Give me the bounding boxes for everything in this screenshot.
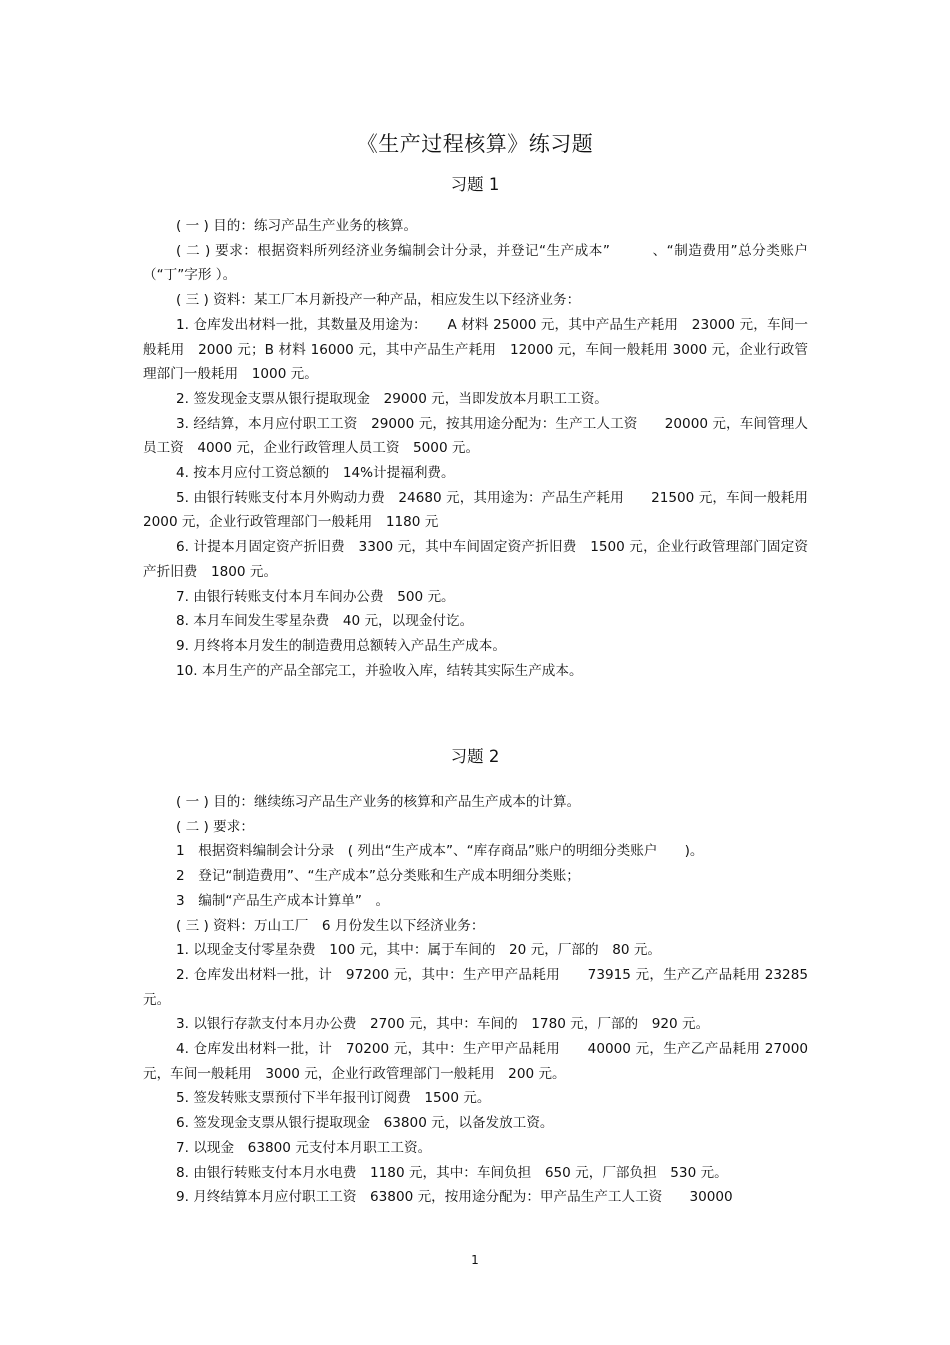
- exercise-1-purpose: ( 一 ) 目的：练习产品生产业务的核算。: [176, 218, 418, 234]
- exercise-2-heading: 习题 2: [450, 747, 500, 766]
- exercise-2-materials: ( 三 ) 资料：万山工厂 6 月份发生以下经济业务：: [176, 917, 485, 934]
- exercise-1-heading: 习题 1: [450, 175, 500, 194]
- page-number: 1: [471, 1253, 479, 1267]
- exercise-2-item-8: 8. 由银行转账支付本月水电费 1180 元，其中：车间负担 650 元，厂部负担 530 元。: [176, 1164, 728, 1181]
- exercise-1-item-10: 10. 本月生产的产品全部完工，并验收入库，结转其实际生产成本。: [176, 662, 583, 679]
- exercise-1-item-9: 9. 月终将本月发生的制造费用总额转入产品生产成本。: [176, 637, 506, 654]
- exercise-1-item-7: 7. 由银行转账支付本月车间办公费 500 元。: [176, 588, 455, 605]
- exercise-2-item-4: 4. 仓库发出材料一批，计 70200 元，其中：生产甲产品耗用 40000 元，生产乙产品耗用 27000 元，车间一般耗用 3000 元，企业行政管理部门一般耗用 200 元。: [143, 1041, 808, 1082]
- exercise-1-body: [143, 214, 808, 683]
- exercise-2-item-9: 9. 月终结算本月应付职工工资 63800 元，按用途分配为：甲产品生产工人工资 30000: [176, 1189, 733, 1206]
- exercise-2-item-2: 2. 仓库发出材料一批，计 97200 元，其中：生产甲产品耗用 73915 元，生产乙产品耗用 23285 元。: [143, 966, 808, 1008]
- exercise-2-item-1: 1. 以现金支付零星杂费 100 元，其中：属于车间的 20 元，厂部的 80 元。: [176, 942, 662, 959]
- exercise-1-requirement: ( 二 ) 要求：根据资料所列经济业务编制会计分录，并登记“生产成本” 、“制造费用”总分类账户（“丁”字形 ）。: [143, 242, 808, 284]
- exercise-2-item-6: 6. 签发现金支票从银行提取现金 63800 元，以备发放工资。: [176, 1115, 554, 1132]
- exercise-2-item-5: 5. 签发转账支票预付下半年报刊订阅费 1500 元。: [176, 1090, 491, 1107]
- exercise-1-item-5: 5. 由银行转账支付本月外购动力费 24680 元，其用途为：产品生产耗用 21500 元，车间一般耗用 2000 元，企业行政管理部门一般耗用 1180 元: [143, 489, 808, 531]
- exercise-2-requirement: ( 二 ) 要求：: [176, 818, 254, 835]
- exercise-2-requirement-1: 1 根据资料编制会计分录 ( 列出“生产成本”、“库存商品”账户的明细分类账户 )。: [176, 843, 704, 860]
- exercise-1-materials: ( 三 ) 资料：某工厂本月新投产一种产品，相应发生以下经济业务：: [176, 292, 581, 309]
- exercise-1-item-4: 4. 按本月应付工资总额的 14%计提福利费。: [176, 465, 455, 482]
- exercise-1-item-2: 2. 签发现金支票从银行提取现金 29000 元，当即发放本月职工工资。: [176, 390, 608, 407]
- exercise-2-requirement-2: 2 登记“制造费用”、“生产成本”总分类账和生产成本明细分类账；: [176, 868, 580, 885]
- exercise-1-item-3: 3. 经结算，本月应付职工工资 29000 元，按其用途分配为：生产工人工资 20000 元，车间管理人员工资 4000 元，企业行政管理人员工资 5000 元。: [143, 415, 808, 457]
- document-title: 《生产过程核算》练习题: [356, 132, 594, 156]
- exercise-1-item-8: 8. 本月车间发生零星杂费 40 元，以现金付讫。: [176, 613, 474, 630]
- exercise-1-item-6: 6. 计提本月固定资产折旧费 3300 元，其中车间固定资产折旧费 1500 元，企业行政管理部门固定资产折旧费 1800 元。: [143, 539, 808, 580]
- exercise-2-purpose: ( 一 ) 目的：继续练习产品生产业务的核算和产品生产成本的计算。: [176, 794, 581, 810]
- exercise-2-item-7: 7. 以现金 63800 元支付本月职工工资。: [176, 1139, 432, 1156]
- exercise-2-body: [143, 790, 808, 1210]
- exercise-2-requirement-3: 3 编制“产品生产成本计算单” 。: [176, 892, 390, 909]
- exercise-2-item-3: 3. 以银行存款支付本月办公费 2700 元，其中：车间的 1780 元，厂部的 920 元。: [176, 1016, 710, 1033]
- exercise-1-item-1: 1. 仓库发出材料一批，其数量及用途为： A 材料 25000 元，其中产品生产耗用 23000 元，车间一般耗用 2000 元；B 材料 16000 元，其中产品生产耗用 12000 元，车间一般耗用 3000 元，企业行政管理部门一般耗用 1000 元。: [143, 316, 808, 383]
